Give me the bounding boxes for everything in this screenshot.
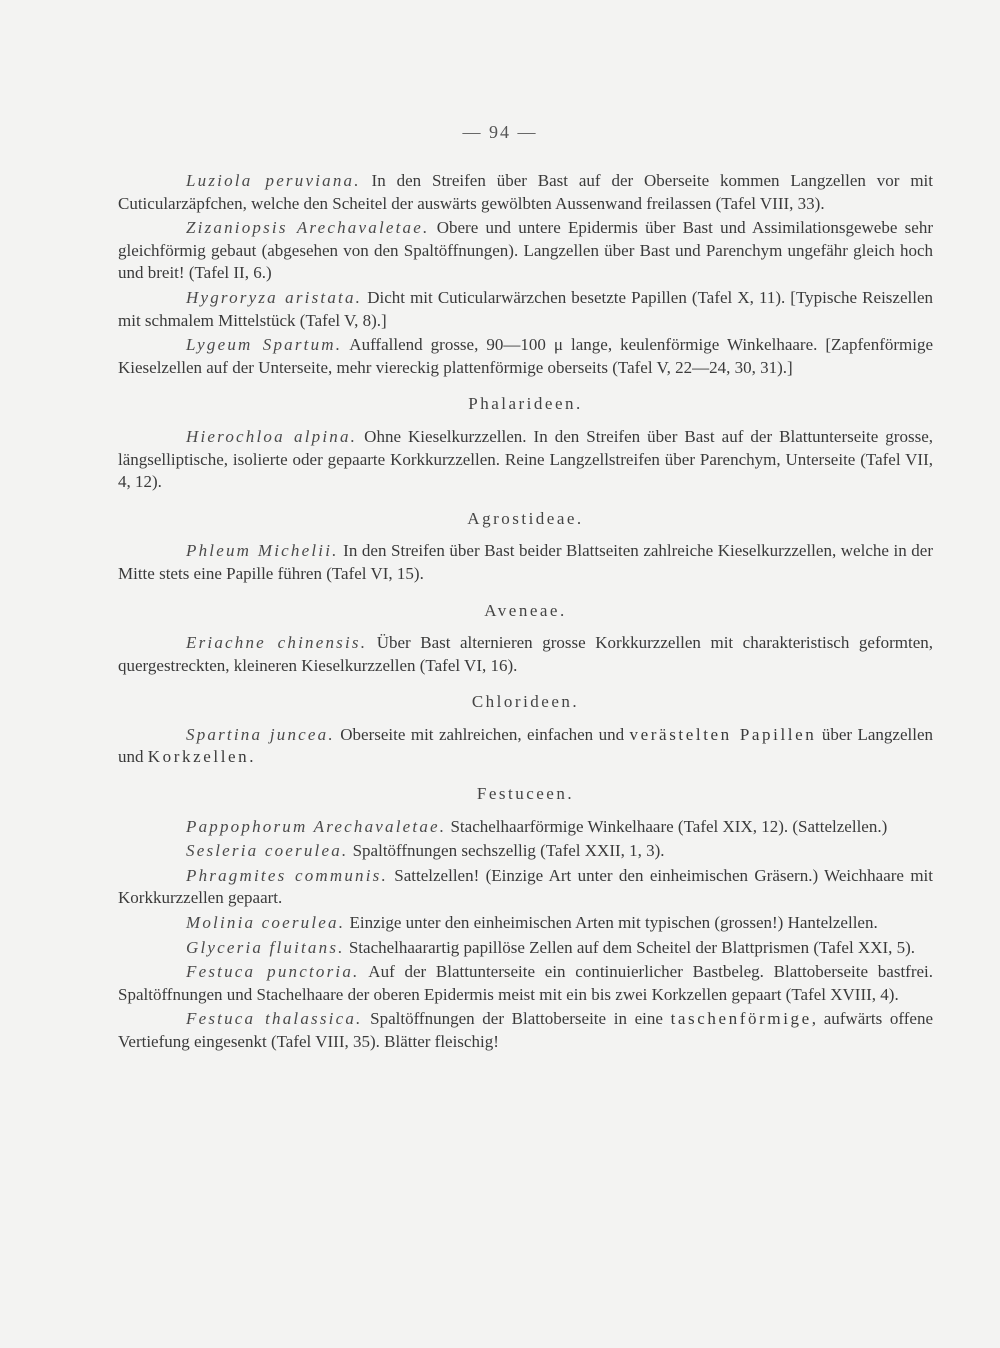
entry-description: Sattelzellen! (Einzige Art unter den einheimischen Gräsern.) Weichhaare mit Korkkurzzellen gepaart. [118,865,933,908]
species-name: Pappophorum Arechavaletae. [186,816,447,836]
entry-description: Dicht mit Cuticularwärzchen besetzte Papillen (Tafel X, 11). [Typische Reiszellen mit schmalem Mittelstück (Tafel V, 8).] [118,287,933,330]
species-entry [118,840,933,863]
species-entry [118,217,933,285]
species-entry [118,912,933,935]
species-name: Sesleria coerulea. [186,841,349,861]
entry-description: Oberseite mit zahlreichen, einfachen und [334,724,630,744]
entry-description: . [249,747,254,767]
species-entry [118,937,933,960]
section-heading: Chlorideen. [471,692,580,712]
entry-description: Auffallend grosse, 90—100 μ lange, keulenförmige Winkelhaare. [Zapfenförmige Kieselzellen auf der Unterseite, mehr viereckig plattenförmige oberseits (Tafel V, 22—24, 30, 31).] [118,335,934,377]
species-entry [118,632,933,677]
section-heading: Aveneae. [484,600,567,620]
species-entry [118,816,933,839]
species-entry [118,170,933,215]
page-number: — 94 — [462,122,538,142]
species-entry [118,426,933,494]
section-heading: Phalarideen. [468,394,583,414]
entry-description: Auf der Blattunterseite ein continuierlicher Bastbeleg. Blattoberseite bastfrei. Spaltöffnungen und Stachelhaare der oberen Epidermis meist mit ein bis zwei Korkzellen gepaart (Tafel XVIII, 4). [118,962,934,1004]
species-entry [118,334,933,379]
species-name: Zizaniopsis Arechavaletae. [186,218,430,238]
species-name: Phragmites communis. [186,865,388,885]
species-name: Eriachne chinensis. [186,633,368,653]
species-entry [118,865,933,910]
species-entry [118,287,933,332]
species-entry [118,1008,933,1053]
section-heading: Agrostideae. [467,508,584,528]
section-heading: Festuceen. [476,784,575,804]
species-name: Hierochloa alpina. [186,426,358,446]
emphasized-term: taschenförmige [670,1009,812,1029]
species-name: Luziola peruviana. [186,171,361,190]
species-entry [118,724,933,769]
species-name: Festuca punctoria. [186,962,360,982]
species-entry [118,540,933,585]
entry-description: Stachelhaarartig papillöse Zellen auf dem Scheitel der Blattprismen (Tafel XXI, 5). [344,937,916,957]
entry-description: Ohne Kieselkurzzellen. In den Streifen über Bast auf der Blattunterseite grosse, längselliptische, isolierte oder gepaarte Korkkurzzellen. Reine Langzellstreifen über Parenchym, Unterseite (Tafel VII, 4, 12). [118,426,933,492]
emphasized-term: Korkzellen [147,747,250,767]
entry-description: Einzige unter den einheimischen Arten mit typischen (grossen!) Hantelzellen. [345,913,878,933]
entry-description: Stachelhaarförmige Winkelhaare (Tafel XIX, 12). (Sattelzellen.) [446,816,888,836]
body-text [118,170,933,1054]
species-name: Spartina juncea. [186,724,335,744]
entry-description: Spaltöffnungen sechszellig (Tafel XXII, 1, 3). [348,841,665,861]
species-name: Glyceria fluitans. [186,937,345,957]
species-name: Hygroryza aristata. [186,287,363,307]
entry-description: In den Streifen über Bast beider Blattseiten zahlreiche Kieselkurzzellen, welche in der Mitte stets eine Papille führen (Tafel VI, 15). [118,541,933,583]
species-name: Phleum Michelii. [186,541,339,561]
species-name: Molinia coerulea. [186,913,346,933]
species-entry [118,961,933,1006]
entry-description: Spaltöffnungen der Blattoberseite in eine [362,1009,671,1029]
entry-description: Obere und untere Epidermis über Bast und Assimilationsgewebe sehr gleichförmig gebaut (abgesehen von den Spaltöffnungen). Langzellen über Bast und Parenchym ungefähr gleich hoch und breit! (Tafel II, 6.) [118,218,933,283]
species-name: Lygeum Spartum. [186,335,343,355]
entry-description: In den Streifen über Bast auf der Oberseite kommen Langzellen vor mit Cuticularzäpfchen, welche den Scheitel der auswärts gewölbten Aussenwand freilassen (Tafel VIII, 33). [118,171,933,213]
emphasized-term: verästelten Papillen [629,724,817,744]
entry-description: über Langzellen und [118,724,934,767]
entry-description: Über Bast alternieren grosse Korkkurzzellen mit charakteristisch geformten, quergestreckten, kleineren Kieselkurzzellen (Tafel VI, 16). [118,633,934,675]
species-name: Festuca thalassica. [186,1009,363,1029]
entry-description: , aufwärts offene Vertiefung eingesenkt (Tafel VIII, 35). Blätter fleischig! [118,1009,933,1051]
